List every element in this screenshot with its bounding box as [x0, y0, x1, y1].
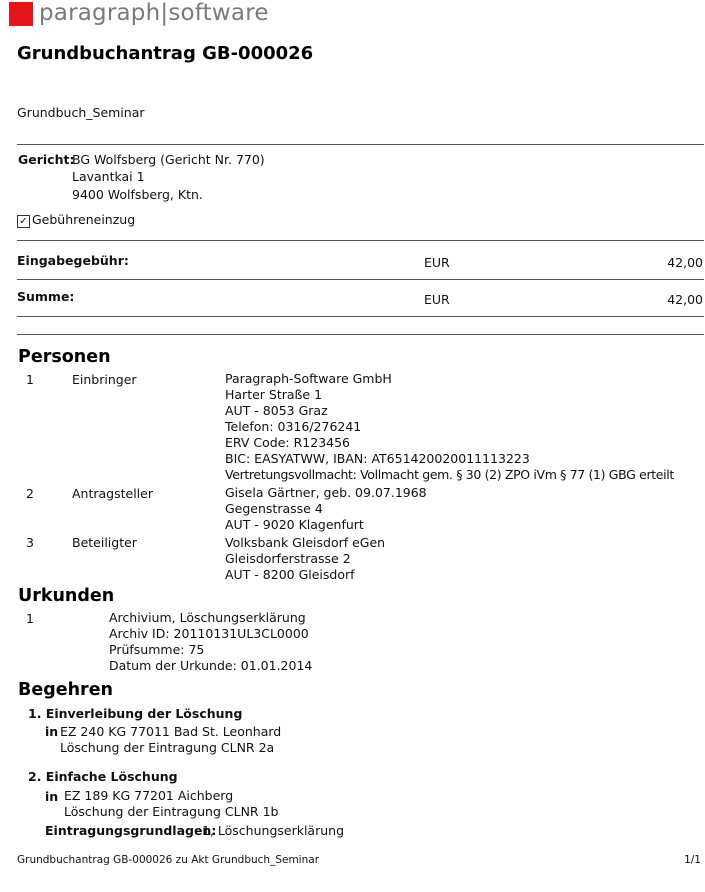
urkunde-line: Archivium, Löschungserklärung: [109, 610, 306, 625]
person-line: AUT - 8200 Gleisdorf: [225, 567, 355, 582]
urkunde-line: Prüfsumme: 75: [109, 642, 205, 657]
page-number: 1/1: [684, 854, 701, 866]
person-line: BIC: EASYATWW, IBAN: AT651420020011113223: [225, 451, 530, 466]
person-nr: 1: [26, 372, 34, 387]
begehren-detail: Löschung der Eintragung CLNR 2a: [60, 740, 275, 755]
fee-label: Eingabegebühr:: [17, 253, 129, 268]
person-line: Gegenstrasse 4: [225, 501, 323, 516]
person-nr: 3: [26, 535, 34, 550]
page-title: Grundbuchantrag GB-000026: [17, 43, 314, 64]
check-icon: ✓: [19, 216, 28, 227]
person-role: Beteiligter: [72, 535, 137, 550]
summe-currency: EUR: [424, 292, 450, 307]
grundlagen-label: Eintragungsgrundlagen:: [45, 823, 217, 838]
divider: [17, 240, 704, 241]
person-line: Gleisdorferstrasse 2: [225, 551, 351, 566]
begehren-detail: Löschung der Eintragung CLNR 1b: [64, 804, 279, 819]
footer-text: Grundbuchantrag GB-000026 zu Akt Grundbuch_Seminar: [17, 854, 320, 866]
gericht-line: 9400 Wolfsberg, Ktn.: [72, 187, 203, 202]
urkunde-nr: 1: [26, 611, 34, 626]
gericht-line: BG Wolfsberg (Gericht Nr. 770): [72, 152, 265, 167]
person-line: Paragraph-Software GmbH: [225, 371, 392, 386]
personen-heading: Personen: [18, 347, 111, 367]
begehren-ez: EZ 240 KG 77011 Bad St. Leonhard: [60, 724, 282, 739]
gericht-label: Gericht:: [18, 152, 75, 167]
begehren-item-title: 2. Einfache Löschung: [28, 769, 178, 784]
person-line: Telefon: 0316/276241: [225, 419, 362, 434]
grundlagen-value: 1, Löschungserklärung: [202, 823, 345, 838]
person-nr: 2: [26, 486, 34, 501]
gebuehreneinzug-checkbox[interactable]: [17, 215, 30, 228]
person-role: Antragsteller: [72, 486, 153, 501]
summe-amount: 42,00: [667, 292, 703, 307]
akt-name: Grundbuch_Seminar: [17, 105, 145, 120]
logo-text: paragraph|software: [39, 0, 269, 26]
gericht-line: Lavantkai 1: [72, 169, 145, 184]
fee-currency: EUR: [424, 255, 450, 270]
person-line: Gisela Gärtner, geb. 09.07.1968: [225, 485, 427, 500]
person-line: Harter Straße 1: [225, 387, 323, 402]
divider: [17, 334, 704, 335]
person-line: Vertretungsvollmacht: Vollmacht gem. § 30 (2) ZPO iVm § 77 (1) GBG erteilt: [225, 467, 674, 482]
urkunden-heading: Urkunden: [18, 586, 115, 606]
person-line: AUT - 8053 Graz: [225, 403, 328, 418]
person-line: ERV Code: R123456: [225, 435, 351, 450]
urkunde-line: Archiv ID: 20110131UL3CL0000: [109, 626, 309, 641]
urkunde-line: Datum der Urkunde: 01.01.2014: [109, 658, 313, 673]
logo-mark: [9, 2, 33, 26]
person-line: Volksbank Gleisdorf eGen: [225, 535, 386, 550]
begehren-in-label: in: [45, 724, 59, 739]
gebuehreneinzug-label: Gebühreneinzug: [32, 212, 136, 227]
person-line: AUT - 9020 Klagenfurt: [225, 517, 364, 532]
person-role: Einbringer: [72, 372, 137, 387]
begehren-item-title: 1. Einverleibung der Löschung: [28, 706, 243, 721]
fee-amount: 42,00: [667, 255, 703, 270]
divider: [17, 144, 704, 145]
summe-label: Summe:: [17, 289, 75, 304]
divider: [17, 316, 704, 317]
begehren-ez: EZ 189 KG 77201 Aichberg: [64, 788, 234, 803]
divider: [17, 279, 704, 280]
begehren-in-label: in: [45, 789, 59, 804]
begehren-heading: Begehren: [18, 680, 114, 700]
